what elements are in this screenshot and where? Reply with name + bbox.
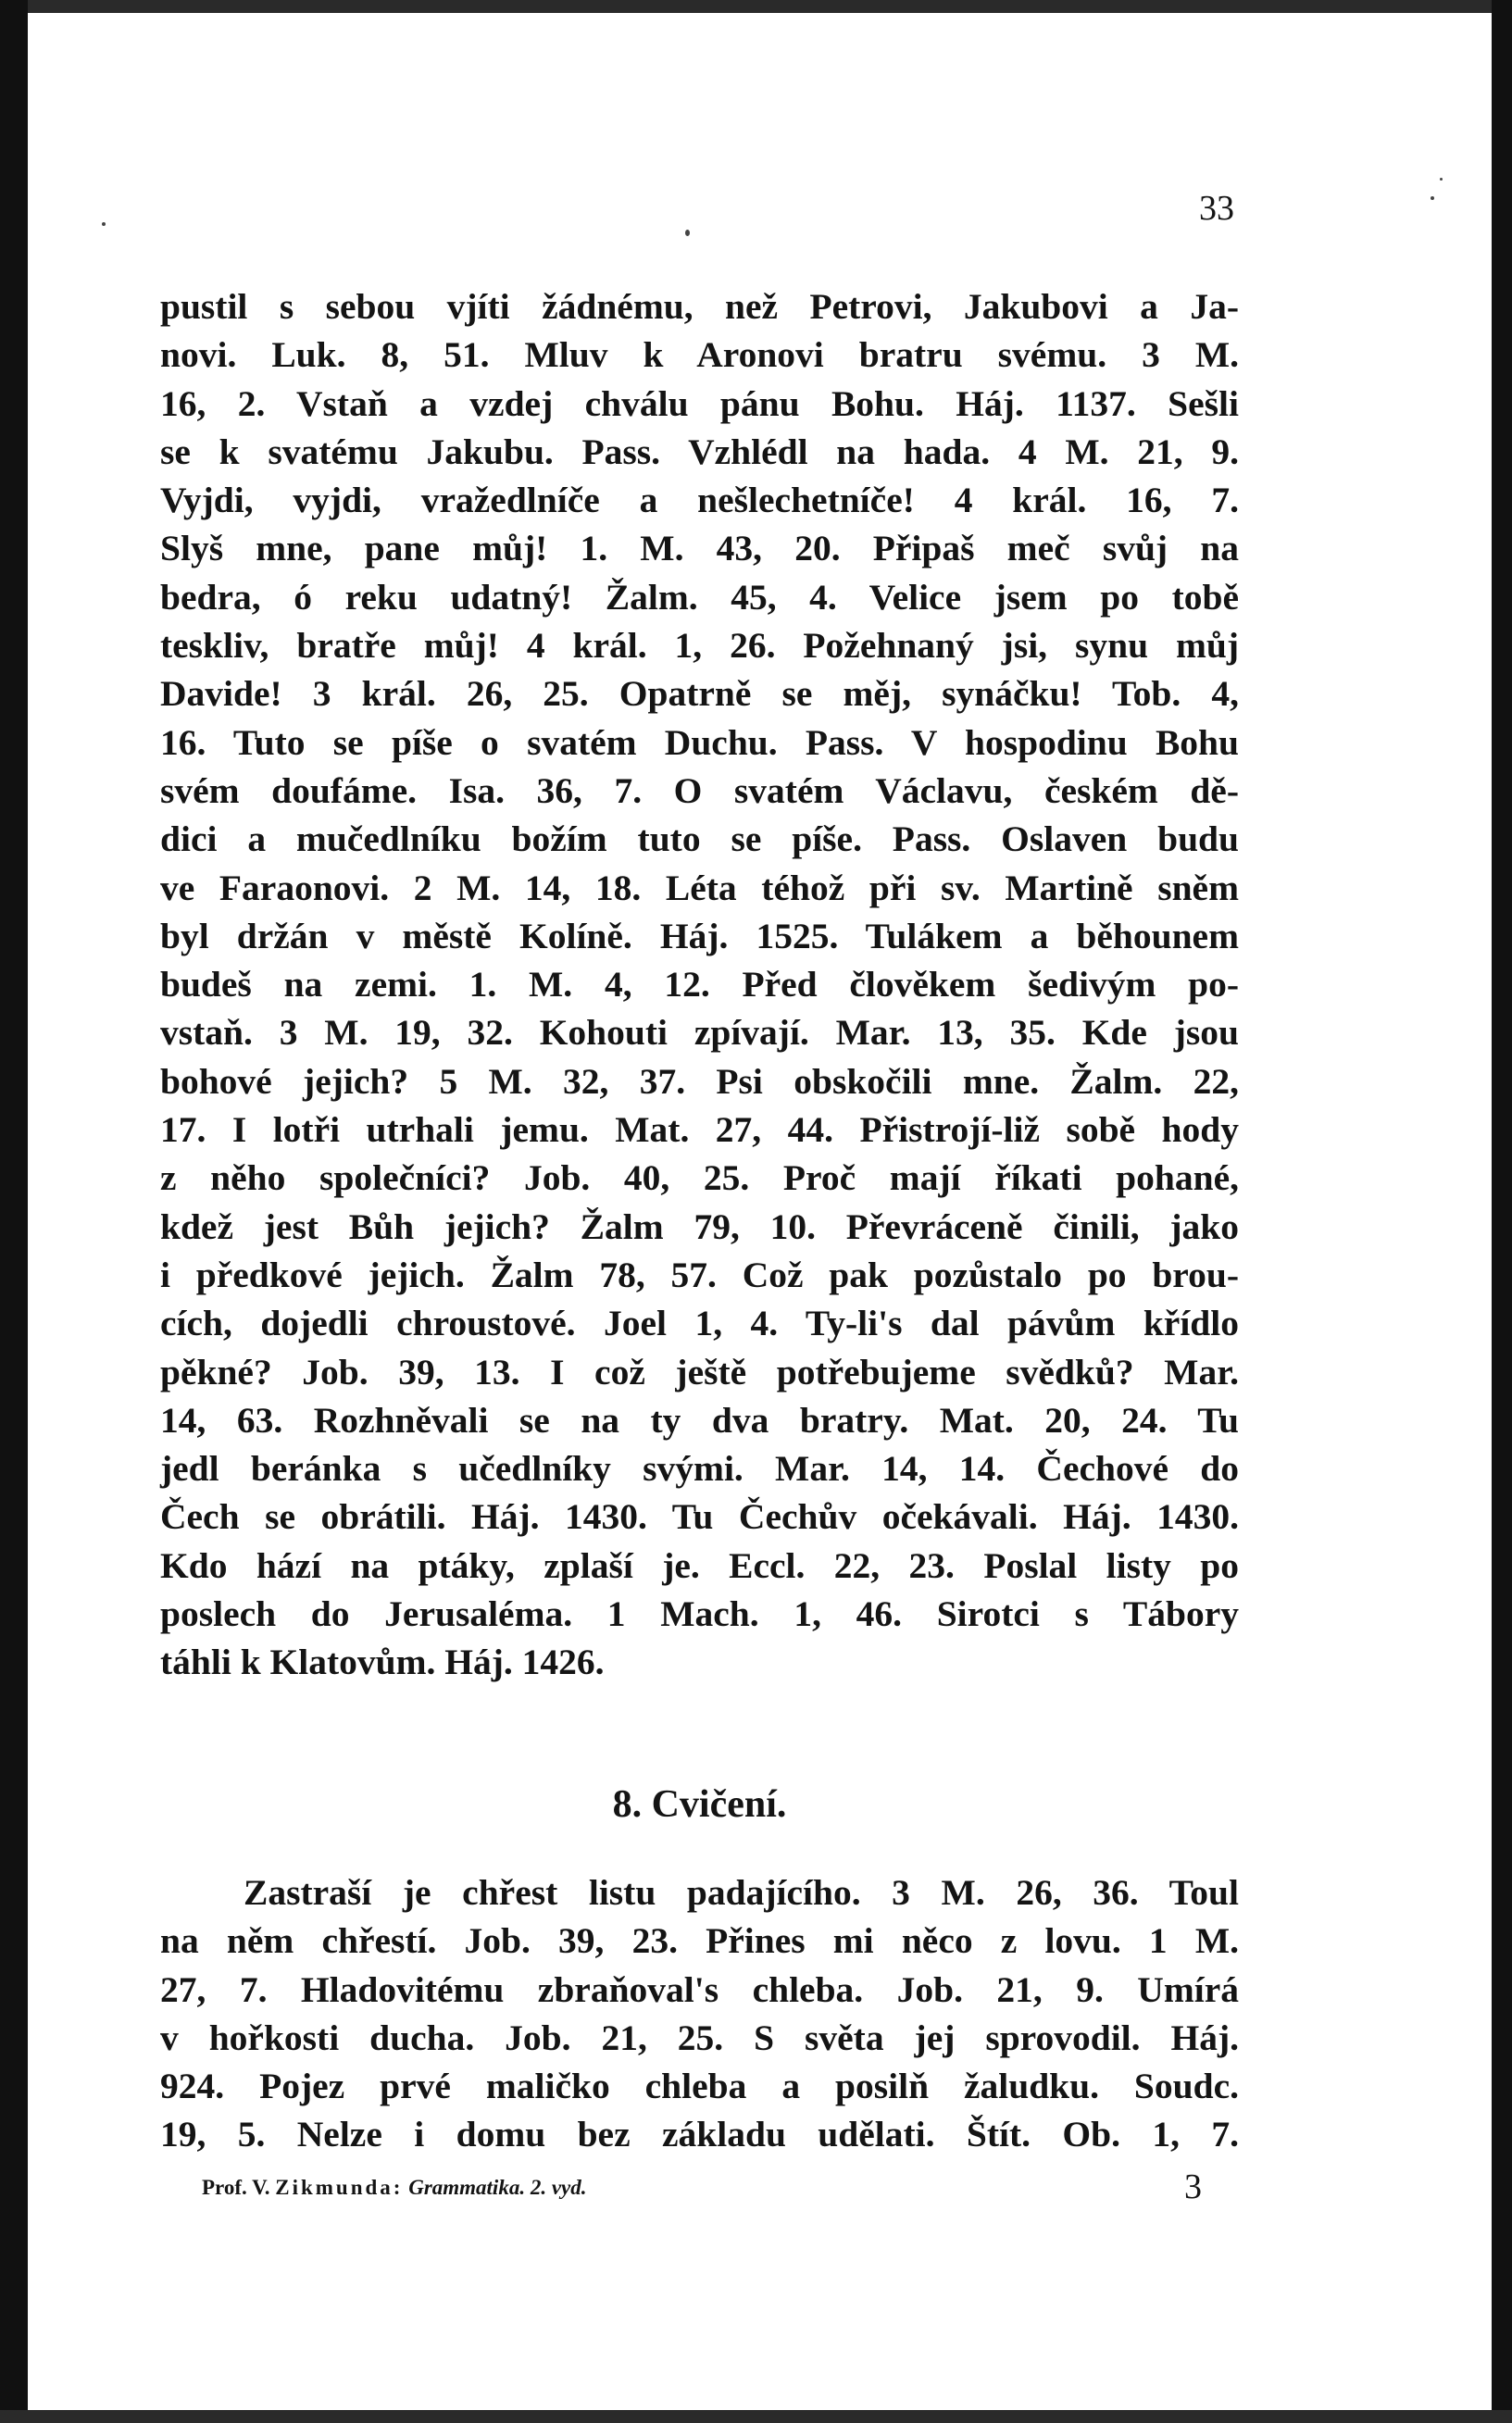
text-line: Zastraší je chřest listu padajícího. 3 M. 26, 36. Toul: [244, 1872, 1239, 1913]
text-line: kdež jest Bůh jejich? Žalm 79, 10. Převráceně činili, jako: [160, 1205, 1239, 1247]
scan-border-top: [0, 0, 1512, 13]
text-line: cích, dojedli chroustové. Joel 1, 4. Ty-li's dal pávům křídlo: [160, 1303, 1239, 1344]
text-line: novi. Luk. 8, 51. Mluv k Aronovi bratru svému. 3 M.: [160, 334, 1239, 376]
text-line: svém doufáme. Isa. 36, 7. O svatém Václavu, českém dě-: [160, 769, 1239, 811]
section-heading: 8. Cvičení.: [612, 1783, 787, 1826]
text-line: z něho společníci? Job. 40, 25. Proč mají říkati pohané,: [160, 1157, 1239, 1199]
text-line: 27, 7. Hladovitému zbraňoval's chleba. Job. 21, 9. Umírá: [160, 1968, 1239, 2010]
text-line: Čech se obrátili. Háj. 1430. Tu Čechův očekávali. Háj. 1430.: [160, 1496, 1239, 1538]
page-number: 33: [1199, 189, 1234, 228]
text-line: 17. I lotři utrhali jemu. Mat. 27, 44. Přistrojí-liž sobě hody: [160, 1109, 1239, 1151]
text-line: dici a mučedlníku božím tuto se píše. Pass. Oslaven budu: [160, 818, 1239, 860]
text-line: 16, 2. Vstaň a vzdej chválu pánu Bohu. Háj. 1137. Sešli: [160, 382, 1239, 424]
text-line: jedl beránka s učedlníky svými. Mar. 14, 14. Čechové do: [160, 1448, 1239, 1490]
text-line: Davide! 3 král. 26, 25. Opatrně se měj, synáčku! Tob. 4,: [160, 673, 1239, 715]
text-line: Kdo hází na ptáky, zplaší je. Eccl. 22, 23. Poslal listy po: [160, 1544, 1239, 1586]
exercise-text: [160, 1868, 1239, 2159]
text-line: i předkové jejich. Žalm 78, 57. Což pak pozůstalo po brou-: [160, 1254, 1239, 1295]
text-line: Vyjdi, vyjdi, vražedlníče a nešlechetníče! 4 král. 16, 7.: [160, 480, 1239, 521]
text-line: v hořkosti ducha. Job. 21, 25. S světa jej sprovodil. Háj.: [160, 2017, 1239, 2058]
text-line: bohové jejich? 5 M. 32, 37. Psi obskočili mne. Žalm. 22,: [160, 1060, 1239, 1102]
text-line: pěkné? Job. 39, 13. I což ještě potřebujeme svědků? Mar.: [160, 1351, 1239, 1393]
text-line: 19, 5. Nelze i domu bez základu udělati. Štít. Ob. 1, 7.: [160, 2114, 1239, 2155]
footer-author: Zikmunda:: [275, 2176, 404, 2199]
text-line: pustil s sebou vjíti žádnému, než Petrovi, Jakubovi a Ja-: [160, 286, 1239, 327]
text-line: ve Faraonovi. 2 M. 14, 18. Léta téhož při sv. Martině sněm: [160, 867, 1239, 908]
body-text: [160, 282, 1239, 1687]
scan-border-left: [0, 0, 28, 2423]
footer-title: Grammatika. 2. vyd.: [408, 2176, 587, 2199]
text-line: 16. Tuto se píše o svatém Duchu. Pass. V hospodinu Bohu: [160, 721, 1239, 763]
text-line: byl držán v městě Kolíně. Háj. 1525. Tulákem a běhounem: [160, 915, 1239, 956]
scan-speck: [1431, 196, 1434, 200]
text-line: se k svatému Jakubu. Pass. Vzhlédl na hada. 4 M. 21, 9.: [160, 431, 1239, 472]
scan-speck: [685, 230, 690, 236]
scan-border-bottom: [0, 2410, 1512, 2423]
text-line: na něm chřestí. Job. 39, 23. Přines mi něco z lovu. 1 M.: [160, 1920, 1239, 1962]
scan-speck: [102, 222, 106, 226]
text-line: bedra, ó reku udatný! Žalm. 45, 4. Velice jsem po tobě: [160, 576, 1239, 618]
text-line: vstaň. 3 M. 19, 32. Kohouti zpívají. Mar. 13, 35. Kde jsou: [160, 1012, 1239, 1054]
signature-mark: 3: [1184, 2167, 1202, 2206]
text-line: táhli k Klatovům. Háj. 1426.: [160, 1642, 605, 1683]
text-line: 924. Pojez prvé maličko chleba a posilň žaludku. Soudc.: [160, 2066, 1239, 2107]
footer-imprint: [202, 2176, 587, 2200]
text-line: budeš na zemi. 1. M. 4, 12. Před člověkem šedivým po-: [160, 964, 1239, 1005]
text-line: Slyš mne, pane můj! 1. M. 43, 20. Připaš meč svůj na: [160, 528, 1239, 569]
scan-speck: [1440, 178, 1443, 181]
text-line: teskliv, bratře můj! 4 král. 1, 26. Požehnaný jsi, synu můj: [160, 625, 1239, 667]
scan-border-right: [1492, 0, 1512, 2423]
text-line: poslech do Jerusaléma. 1 Mach. 1, 46. Sirotci s Tábory: [160, 1593, 1239, 1635]
text-line: 14, 63. Rozhněvali se na ty dva bratry. Mat. 20, 24. Tu: [160, 1399, 1239, 1441]
footer-prefix: Prof. V.: [202, 2176, 270, 2199]
